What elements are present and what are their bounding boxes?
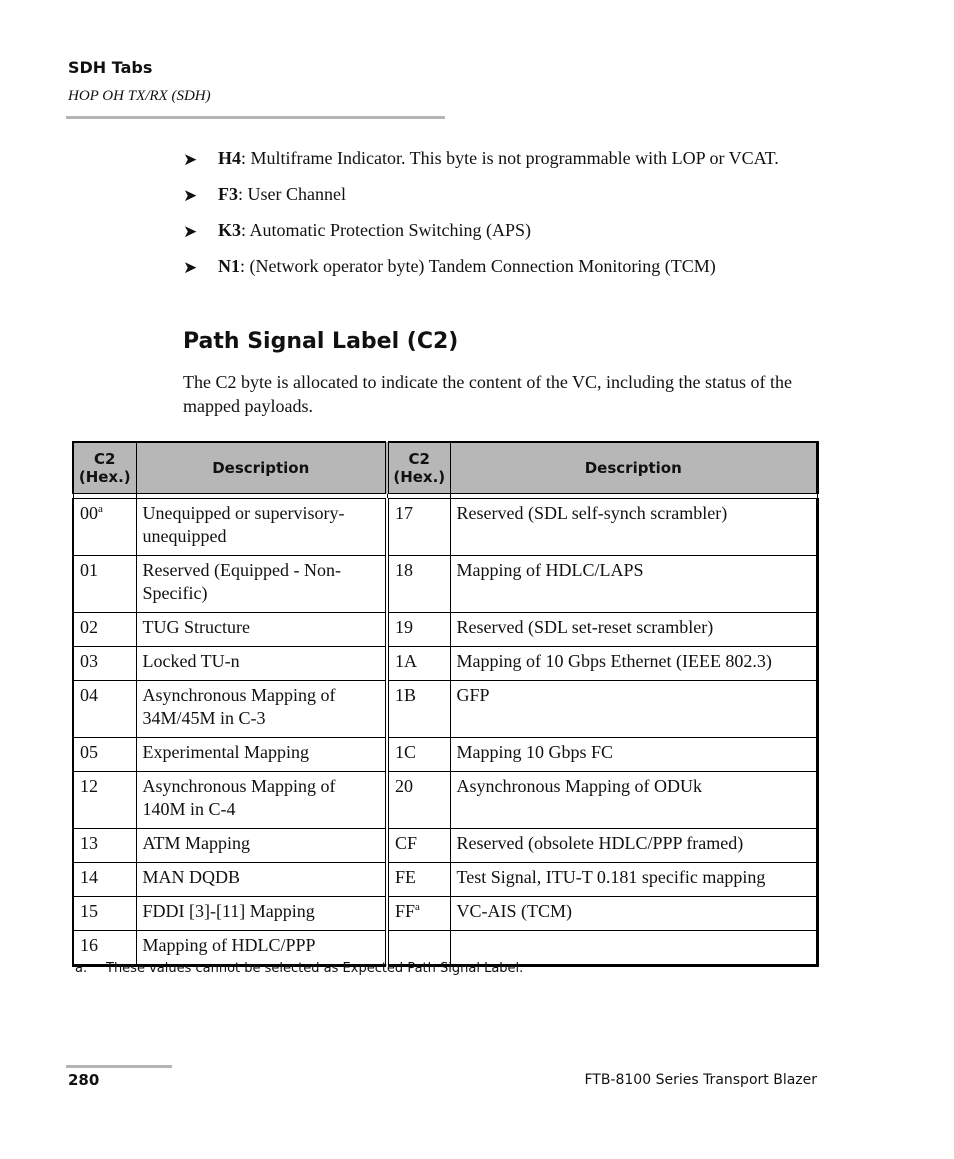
table-row xyxy=(73,556,818,613)
cell-text: Asynchronous Mapping of ODUk xyxy=(456,776,702,796)
c2-code-cell xyxy=(73,863,136,897)
list-item xyxy=(183,218,823,242)
c2-code-cell xyxy=(387,897,450,931)
c2-code-cell xyxy=(387,613,450,647)
cell-text: FDDI [3]-[11] Mapping xyxy=(142,901,315,921)
cell-text: Mapping of HDLC/PPP xyxy=(142,935,316,955)
cell-text: 03 xyxy=(80,651,98,671)
arrow-bullet-icon: ➤ xyxy=(183,222,198,241)
section-subtitle: HOP OH TX/RX (SDH) xyxy=(68,88,211,104)
table-row xyxy=(73,613,818,647)
footnote-marker: a xyxy=(415,901,420,913)
cell-text: Asynchronous Mapping of 140M in C-4 xyxy=(142,776,336,819)
description-cell xyxy=(450,738,818,772)
description-cell xyxy=(450,613,818,647)
table-row xyxy=(73,738,818,772)
byte-name: K3 xyxy=(218,220,242,240)
byte-name: N1 xyxy=(218,256,240,276)
table-row xyxy=(73,897,818,931)
cell-text: 05 xyxy=(80,742,98,762)
cell-text: Reserved (SDL self-synch scrambler) xyxy=(456,503,728,523)
c2-code-cell xyxy=(73,738,136,772)
c2-code-cell xyxy=(73,647,136,681)
byte-description: : Multiframe Indicator. This byte is not programmable with LOP or VCAT. xyxy=(241,148,779,168)
cell-text: Locked TU-n xyxy=(142,651,240,671)
cell-text: ATM Mapping xyxy=(142,833,250,853)
cell-text: Reserved (Equipped - Non-Specific) xyxy=(142,560,341,603)
table-row xyxy=(73,829,818,863)
cell-text: 19 xyxy=(395,617,413,637)
document-title: FTB-8100 Series Transport Blazer xyxy=(584,1072,817,1088)
list-item xyxy=(183,146,823,170)
page-number: 280 xyxy=(68,1071,100,1089)
header-divider xyxy=(66,116,445,119)
description-cell xyxy=(136,863,387,897)
column-header-description: Description xyxy=(450,442,818,494)
c2-code-cell xyxy=(387,772,450,829)
c2-code-cell xyxy=(387,647,450,681)
description-cell xyxy=(136,772,387,829)
table-footnote xyxy=(75,961,523,976)
cell-text: GFP xyxy=(456,685,490,705)
table-header-row xyxy=(73,442,818,494)
footer-divider xyxy=(66,1065,172,1068)
footnote-marker: a xyxy=(98,503,103,515)
description-cell xyxy=(136,613,387,647)
description-cell xyxy=(136,499,387,556)
description-cell xyxy=(450,556,818,613)
description-cell xyxy=(450,897,818,931)
description-cell xyxy=(136,556,387,613)
section-title: SDH Tabs xyxy=(68,58,153,77)
arrow-bullet-icon: ➤ xyxy=(183,150,198,169)
c2-code-cell xyxy=(73,556,136,613)
table-row xyxy=(73,863,818,897)
cell-text: 18 xyxy=(395,560,413,580)
c2-code-cell xyxy=(73,681,136,738)
page-heading: Path Signal Label (C2) xyxy=(183,329,459,354)
description-cell xyxy=(450,772,818,829)
table-row xyxy=(73,772,818,829)
cell-text: Asynchronous Mapping of 34M/45M in C-3 xyxy=(142,685,336,728)
cell-text: MAN DQDB xyxy=(142,867,241,887)
c2-table xyxy=(72,441,819,967)
c2-code-cell xyxy=(387,556,450,613)
c2-code-cell xyxy=(73,829,136,863)
c2-code-cell xyxy=(73,613,136,647)
intro-paragraph: The C2 byte is allocated to indicate the content of the VC, including the status of the mapped payloads. xyxy=(183,372,793,416)
table-row xyxy=(73,647,818,681)
cell-text: 1B xyxy=(395,685,417,705)
cell-text: 12 xyxy=(80,776,98,796)
c2-code-cell xyxy=(387,681,450,738)
footnote-text: These values cannot be selected as Expected Path Signal Label. xyxy=(106,961,524,976)
cell-text: 17 xyxy=(395,503,413,523)
c2-code-cell xyxy=(73,499,136,556)
cell-text: Mapping 10 Gbps FC xyxy=(456,742,614,762)
cell-text: Unequipped or supervisory-unequipped xyxy=(142,503,345,546)
cell-text: 20 xyxy=(395,776,413,796)
byte-name: F3 xyxy=(218,184,238,204)
description-cell xyxy=(136,829,387,863)
list-item xyxy=(183,254,823,278)
column-header-c2: C2 (Hex.) xyxy=(387,442,450,494)
cell-text: 1A xyxy=(395,651,417,671)
cell-text: Experimental Mapping xyxy=(142,742,309,762)
cell-text: Test Signal, ITU-T 0.181 specific mapping xyxy=(456,867,766,887)
cell-text: TUG Structure xyxy=(142,617,250,637)
cell-text: FE xyxy=(395,867,417,887)
description-cell xyxy=(136,681,387,738)
list-item xyxy=(183,182,823,206)
cell-text: Mapping of 10 Gbps Ethernet (IEEE 802.3) xyxy=(456,651,772,671)
cell-text: 02 xyxy=(80,617,98,637)
cell-text: 00 xyxy=(80,503,98,523)
c2-code-cell xyxy=(73,772,136,829)
table-row xyxy=(73,499,818,556)
description-cell xyxy=(136,647,387,681)
c2-code-cell xyxy=(387,738,450,772)
table-row xyxy=(73,681,818,738)
cell-text: 15 xyxy=(80,901,98,921)
cell-text: CF xyxy=(395,833,418,853)
description-cell xyxy=(450,829,818,863)
arrow-bullet-icon: ➤ xyxy=(183,186,198,205)
arrow-bullet-icon: ➤ xyxy=(183,258,198,277)
byte-description: : (Network operator byte) Tandem Connection Monitoring (TCM) xyxy=(240,256,716,276)
description-cell xyxy=(450,863,818,897)
cell-text: VC-AIS (TCM) xyxy=(456,901,572,921)
cell-text: 04 xyxy=(80,685,98,705)
byte-description: : User Channel xyxy=(238,184,346,204)
c2-code-cell xyxy=(387,863,450,897)
cell-text: 13 xyxy=(80,833,98,853)
cell-text: Mapping of HDLC/LAPS xyxy=(456,560,644,580)
cell-text: Reserved (obsolete HDLC/PPP framed) xyxy=(456,833,744,853)
column-header-c2: C2 (Hex.) xyxy=(73,442,136,494)
description-cell xyxy=(136,738,387,772)
cell-text: 1C xyxy=(395,742,417,762)
byte-name: H4 xyxy=(218,148,242,168)
description-cell xyxy=(450,681,818,738)
byte-description: : Automatic Protection Switching (APS) xyxy=(241,220,532,240)
cell-text: FF xyxy=(395,901,416,921)
cell-text: 16 xyxy=(80,935,98,955)
cell-text: 14 xyxy=(80,867,98,887)
byte-list xyxy=(183,146,823,290)
footnote-mark: a. xyxy=(75,961,88,976)
c2-code-cell xyxy=(73,897,136,931)
cell-text: Reserved (SDL set-reset scrambler) xyxy=(456,617,714,637)
description-cell xyxy=(136,897,387,931)
cell-text: 01 xyxy=(80,560,98,580)
description-cell xyxy=(450,499,818,556)
description-cell xyxy=(450,647,818,681)
column-header-description: Description xyxy=(136,442,387,494)
c2-code-cell xyxy=(387,499,450,556)
c2-code-cell xyxy=(387,829,450,863)
